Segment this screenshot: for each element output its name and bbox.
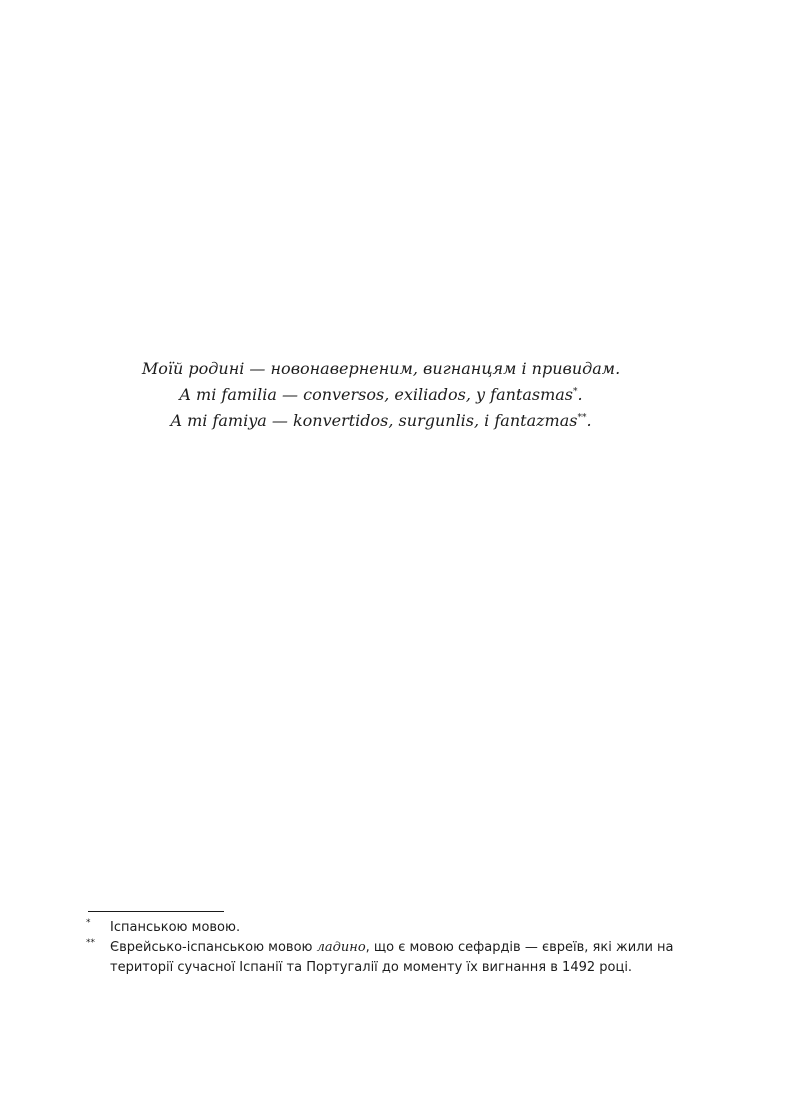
- epigraph-line-spanish-text: A mi familia — conversos, exiliados, y fantasmas: [179, 385, 574, 404]
- epigraph-line-ladino: [0, 408, 762, 434]
- epigraph-line-ladino-text: A mi famiya — konvertidos, surgunlis, i fantazmas: [170, 411, 578, 430]
- epigraph-line-spanish: [0, 382, 762, 408]
- footnote-2-text-after: , що є мовою сефардів — євреїв, які жили на території сучасної Іспанії та Португалії до моменту їх вигнання в 1492 році.: [110, 940, 674, 975]
- footnotes: [86, 918, 686, 978]
- epigraph-line-spanish-period: .: [577, 385, 583, 404]
- footnote-ref-1[interactable]: *: [573, 387, 578, 397]
- footnote-divider: [88, 911, 224, 912]
- epigraph-line-ukrainian: [0, 356, 762, 382]
- footnote-2-mark: **: [86, 938, 95, 948]
- footnote-1-text: Іспанською мовою.: [110, 920, 241, 935]
- epigraph-line-ukrainian-text: Моїй родині — новонаверненим, вигнанцям і привидам.: [141, 359, 621, 378]
- footnote-ref-2[interactable]: **: [577, 413, 587, 423]
- epigraph: [0, 356, 762, 434]
- footnote-2-text-before: Єврейсько-іспанською мовою: [110, 940, 317, 955]
- epigraph-line-ladino-period: .: [586, 411, 592, 430]
- footnote-1-mark: *: [86, 918, 91, 928]
- footnote-2: [86, 938, 686, 978]
- footnote-2-italic-term: ладино: [316, 940, 366, 955]
- footnote-1: [86, 918, 686, 938]
